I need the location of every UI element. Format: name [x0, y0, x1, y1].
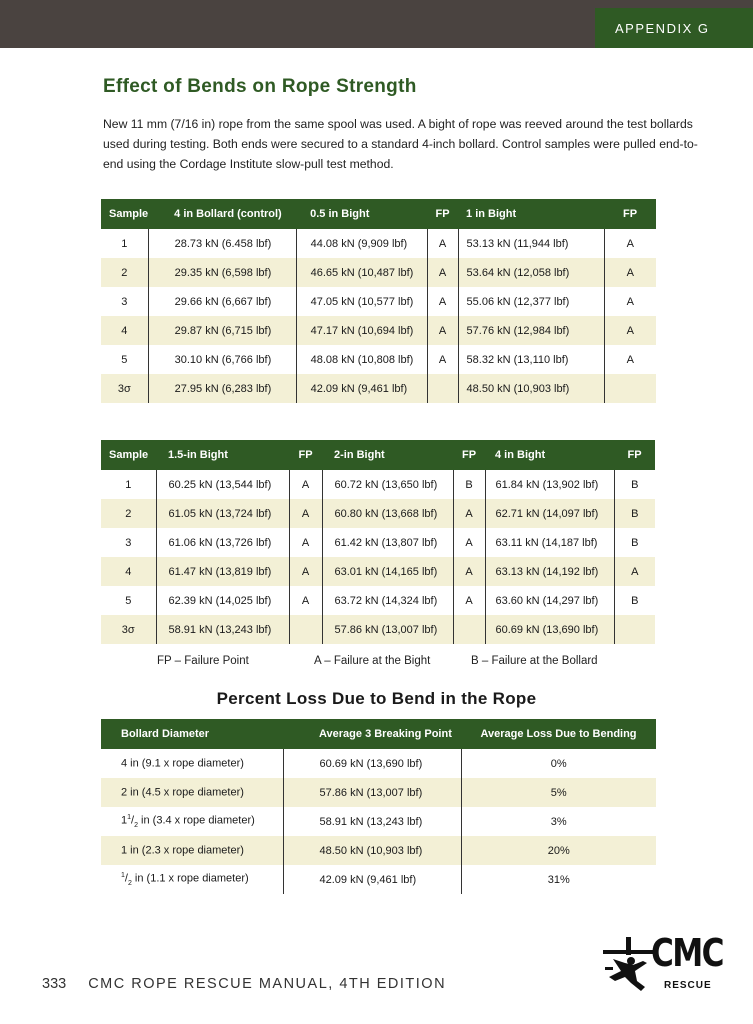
- table-cell: 44.08 kN (9,909 lbf): [296, 229, 427, 258]
- table-cell: [427, 374, 458, 403]
- table-row: [101, 470, 655, 499]
- table-cell: 3σ: [101, 615, 156, 644]
- appendix-label: APPENDIX G: [595, 8, 753, 48]
- table-cell: 29.87 kN (6,715 lbf): [148, 316, 296, 345]
- bollard-diameter-cell: $^1/_2$ in (1.1 x rope diameter): [101, 865, 283, 894]
- column-header: FP: [453, 440, 485, 470]
- table-cell: 0%: [550, 757, 567, 770]
- table-cell: 4: [101, 316, 148, 345]
- table-cell: 61.05 kN (13,724 lbf): [156, 499, 289, 528]
- table-row: [101, 345, 656, 374]
- bight-test-table-1: [101, 199, 656, 403]
- table-cell: 58.91 kN (13,243 lbf): [156, 615, 289, 644]
- column-header: 0.5 in Bight: [296, 199, 427, 229]
- column-header: FP: [604, 199, 656, 229]
- table-cell: 27.95 kN (6,283 lbf): [148, 374, 296, 403]
- table-row: [101, 557, 655, 586]
- table-cell: 63.72 kN (14,324 lbf): [322, 586, 453, 615]
- column-header: FP: [427, 199, 458, 229]
- table-cell: 1: [101, 229, 148, 258]
- column-header: Average 3 Breaking Point: [283, 719, 461, 749]
- table-cell: 61.47 kN (13,819 lbf): [156, 557, 289, 586]
- table-cell: [614, 615, 655, 644]
- table-cell: 60.72 kN (13,650 lbf): [322, 470, 453, 499]
- table-cell: A: [289, 557, 322, 586]
- column-header: FP: [289, 440, 322, 470]
- table-cell: 3%: [550, 815, 567, 828]
- section-title: Effect of Bends on Rope Strength: [103, 76, 417, 97]
- table-cell: 58.91 kN (13,243 lbf): [283, 807, 461, 836]
- table-row: [101, 499, 655, 528]
- table-cell: 57.76 kN (12,984 lbf): [458, 316, 604, 345]
- column-header: 4 in Bollard (control): [148, 199, 296, 229]
- table-row: [101, 865, 656, 894]
- legend-failure-bollard: B – Failure at the Bollard: [471, 655, 598, 667]
- table-cell: A: [626, 295, 634, 308]
- bollard-diameter-cell: 4 in (9.1 x rope diameter): [101, 749, 283, 778]
- table-cell: 2: [101, 499, 156, 528]
- table-cell: A: [453, 586, 485, 615]
- table-cell: A: [626, 353, 634, 366]
- percent-loss-table: [101, 719, 656, 894]
- percent-loss-title: Percent Loss Due to Bend in the Rope: [216, 689, 537, 708]
- table-row: [101, 374, 656, 403]
- table-cell: 53.13 kN (11,944 lbf): [458, 229, 604, 258]
- table-cell: 28.73 kN (6.458 lbf): [148, 229, 296, 258]
- legend-failure-point: FP – Failure Point: [157, 655, 249, 667]
- page-footer: [42, 976, 446, 992]
- table-cell: 46.65 kN (10,487 lbf): [296, 258, 427, 287]
- column-header: Bollard Diameter: [101, 719, 283, 749]
- table-cell: A: [289, 528, 322, 557]
- column-header: 4 in Bight: [485, 440, 614, 470]
- table-cell: 47.05 kN (10,577 lbf): [296, 287, 427, 316]
- table-cell: 3σ: [101, 374, 148, 403]
- climber-figure-icon: [603, 937, 653, 995]
- table-cell: A: [289, 586, 322, 615]
- table-cell: 60.25 kN (13,544 lbf): [156, 470, 289, 499]
- table-cell: B: [631, 536, 639, 549]
- table-cell: 5: [101, 345, 148, 374]
- table-cell: A: [427, 316, 458, 345]
- table-cell: 60.80 kN (13,668 lbf): [322, 499, 453, 528]
- table-cell: 42.09 kN (9,461 lbf): [296, 374, 427, 403]
- bollard-diameter-cell: 2 in (4.5 x rope diameter): [101, 778, 283, 807]
- table-cell: 48.50 kN (10,903 lbf): [283, 836, 461, 865]
- table-cell: A: [289, 499, 322, 528]
- table-cell: [289, 615, 322, 644]
- table-cell: 53.64 kN (12,058 lbf): [458, 258, 604, 287]
- table-cell: 29.35 kN (6,598 lbf): [148, 258, 296, 287]
- table-cell: 61.06 kN (13,726 lbf): [156, 528, 289, 557]
- table-cell: A: [289, 470, 322, 499]
- table-cell: 5%: [461, 778, 656, 807]
- table-cell: A: [453, 528, 485, 557]
- table-cell: A: [427, 287, 458, 316]
- logo-wordmark: CMC: [651, 931, 723, 975]
- table-cell: [453, 615, 485, 644]
- table-cell: 2: [101, 258, 148, 287]
- logo-tagline: RESCUE: [664, 980, 712, 991]
- bollard-diameter-cell: $1^1/_2$ in (3.4 x rope diameter): [101, 807, 283, 836]
- table-cell: 20%: [461, 836, 656, 865]
- column-header: FP: [614, 440, 655, 470]
- book-title: CMC ROPE RESCUE MANUAL, 4TH EDITION: [88, 976, 447, 992]
- table-cell: 3: [101, 528, 156, 557]
- table-cell: 4: [101, 557, 156, 586]
- bight-test-table-2: [101, 440, 655, 644]
- table-cell: [604, 374, 656, 403]
- bollard-diameter-cell: 1 in (2.3 x rope diameter): [101, 836, 283, 865]
- table-cell: A: [453, 499, 485, 528]
- table-cell: A: [453, 557, 485, 586]
- table-cell: 61.84 kN (13,902 lbf): [485, 470, 614, 499]
- table-cell: 48.08 kN (10,808 lbf): [296, 345, 427, 374]
- column-header: Average Loss Due to Bending: [461, 719, 656, 749]
- table-cell: 60.69 kN (13,690 lbf): [485, 615, 614, 644]
- table-cell: B: [631, 594, 639, 607]
- cmc-rescue-logo: [603, 931, 728, 997]
- column-header: Sample: [101, 440, 156, 470]
- table-row: [101, 836, 656, 865]
- table-row: [101, 615, 655, 644]
- table-cell: 42.09 kN (9,461 lbf): [283, 865, 461, 894]
- table-cell: B: [631, 478, 639, 491]
- column-header: 2-in Bight: [322, 440, 453, 470]
- table-row: [101, 528, 655, 557]
- table-cell: A: [626, 237, 634, 250]
- table-cell: 58.32 kN (13,110 lbf): [458, 345, 604, 374]
- table-cell: 63.13 kN (14,192 lbf): [485, 557, 614, 586]
- table-cell: 62.39 kN (14,025 lbf): [156, 586, 289, 615]
- table-cell: 63.60 kN (14,297 lbf): [485, 586, 614, 615]
- table-cell: A: [604, 316, 656, 345]
- table-cell: 62.71 kN (14,097 lbf): [485, 499, 614, 528]
- table-cell: 63.11 kN (14,187 lbf): [485, 528, 614, 557]
- table-cell: 55.06 kN (12,377 lbf): [458, 287, 604, 316]
- table-cell: 31%: [547, 873, 570, 886]
- table-row: [101, 749, 656, 778]
- table-cell: 3: [101, 287, 148, 316]
- table-row: [101, 586, 655, 615]
- table-cell: 30.10 kN (6,766 lbf): [148, 345, 296, 374]
- column-header: 1.5-in Bight: [156, 440, 289, 470]
- table-cell: 57.86 kN (13,007 lbf): [283, 778, 461, 807]
- table-cell: 57.86 kN (13,007 lbf): [322, 615, 453, 644]
- table-row: [101, 287, 656, 316]
- table-row: [101, 229, 656, 258]
- table-cell: A: [427, 345, 458, 374]
- intro-paragraph: New 11 mm (7/16 in) rope from the same spool was used. A bight of rope was reeved around the test bollards used during testing. Both ends were secured to a standard 4-inch bollard. Control samples were pulled end-to-end using the Cordage Institute slow-pull test method.: [103, 117, 698, 171]
- table-cell: 29.66 kN (6,667 lbf): [148, 287, 296, 316]
- table-cell: 48.50 kN (10,903 lbf): [458, 374, 604, 403]
- column-header: Sample: [101, 199, 148, 229]
- table-cell: A: [427, 258, 458, 287]
- table-cell: 47.17 kN (10,694 lbf): [296, 316, 427, 345]
- column-header: 1 in Bight: [458, 199, 604, 229]
- table-row: [101, 807, 656, 836]
- table-cell: A: [604, 258, 656, 287]
- table-cell: A: [614, 557, 655, 586]
- table-cell: 5: [101, 586, 156, 615]
- table-cell: A: [427, 229, 458, 258]
- table-cell: 1: [101, 470, 156, 499]
- table-row: [101, 258, 656, 287]
- page-number: 333: [42, 976, 67, 992]
- table-row: [101, 316, 656, 345]
- table-row: [101, 778, 656, 807]
- table-cell: 61.42 kN (13,807 lbf): [322, 528, 453, 557]
- table-cell: 63.01 kN (14,165 lbf): [322, 557, 453, 586]
- table-cell: B: [614, 499, 655, 528]
- legend-failure-bight: A – Failure at the Bight: [314, 655, 431, 667]
- table-cell: 60.69 kN (13,690 lbf): [283, 749, 461, 778]
- table-cell: B: [453, 470, 485, 499]
